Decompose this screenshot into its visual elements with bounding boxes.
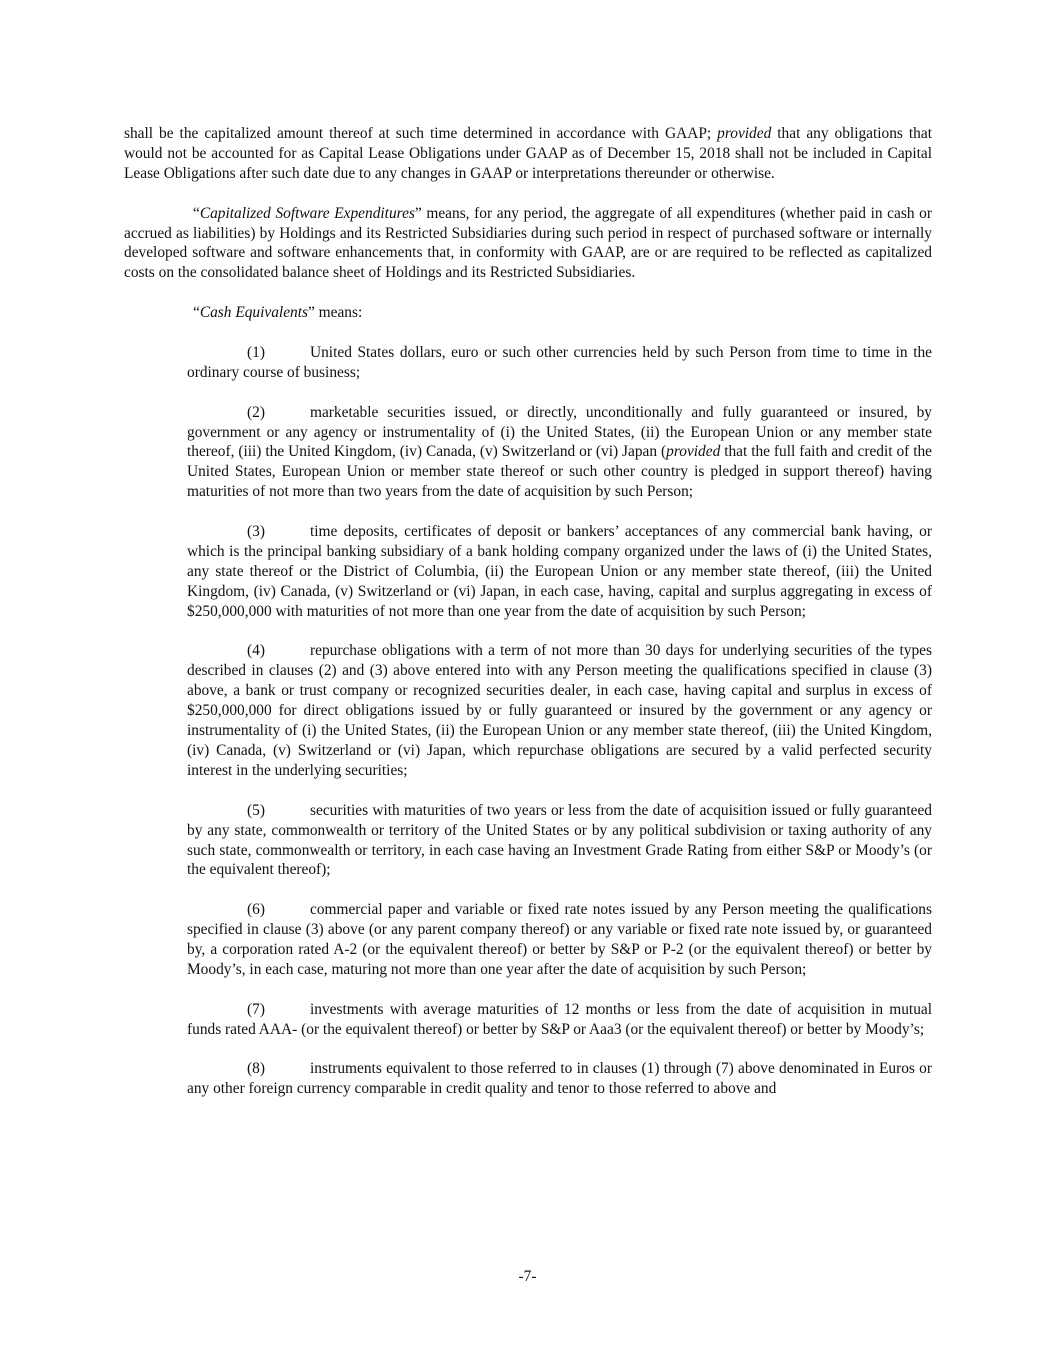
document-page (124, 124, 932, 1119)
clause-number: (1) (247, 343, 265, 361)
clause-number: (4) (247, 642, 265, 660)
clause-3: (3) time deposits, certificates of deposit or bankers’ acceptances of any commercial bank having, or which is the principal banking subsidiary of a bank holding company organized under the laws of (i) the United States, any state thereof or the District of Columbia, (ii) the European Union or any member state thereof, (iii) the United Kingdom, (iv) Canada, (v) Switzerland or (vi) Japan, in each case, having, capital and surplus aggregating in excess of $250,000,000 with maturities of not more than one year from the date of acquisition by such Person; (187, 523, 932, 620)
clause-number: (8) (247, 1060, 265, 1078)
clause-4: (4) repurchase obligations with a term of not more than 30 days for underlying securities of the types described in clauses (2) and (3) above entered into with any Person meeting the qualifications specified in clause (3) above, a bank or trust company or recognized securities dealer, in each case, having capital and surplus in excess of $250,000,000 for direct obligations issued by or fully guaranteed or insured by the government or any agency or instrumentality of (i) the United States, (ii) the European Union or any member state thereof, (iii) the United Kingdom, (iv) Canada, (v) Switzerland or (vi) Japan, which repurchase obligations are secured by a valid perfected security interest in the underlying securities; (187, 642, 932, 779)
clause-6: (6) commercial paper and variable or fixed rate notes issued by any Person meeting the qualifications specified in clause (3) above (or any parent company thereof) or any variable or fixed rate note issued by, or guaranteed by, a corporation rated A-2 (or the equivalent thereof) or better by S&P or P-2 (or the equivalent thereof) or better by Moody’s, in each case, maturing not more than one year after the date of acquisition by such Person; (187, 901, 932, 978)
clause-2: (2) marketable securities issued, or directly, unconditionally and fully guaranteed or insured, by government or any agency or instrumentality of (i) the United States, (ii) the European Union or any member state thereof, (iii) the United Kingdom, (iv) Canada, (v) Switzerland or (vi) Japan (provided that the full faith and credit of the United States, European Union or member state thereof or such other country is pledged in support thereof) having maturities of not more than two years from the date of acquisition by such Person; (187, 403, 932, 501)
intro-paragraph: shall be the capitalized amount thereof at such time determined in accordance with GAAP; provided that any obligations that would not be accounted for as Capital Lease Obligations under GAAP as of December 15, 2018 shall not be included in Capital Lease Obligations after such date due to any changes in GAAP or interpretations thereunder or otherwise. (124, 125, 932, 182)
defined-term: Capitalized Software Expenditures (199, 204, 415, 222)
definition-cash-equivalents: “Cash Equivalents” means: (193, 304, 363, 322)
clause-number: (6) (247, 901, 265, 919)
clause-number: (7) (247, 1000, 265, 1018)
clause-5: (5) securities with maturities of two years or less from the date of acquisition issued or fully guaranteed by any state, commonwealth or territory of the United States or by any political subdivision or taxing authority of any such state, commonwealth or territory, in each case having an Investment Grade Rating from either S&P or Moody’s (or the equivalent thereof); (187, 801, 932, 879)
clause-number: (2) (247, 403, 265, 421)
clause-7: (7) investments with average maturities of 12 months or less from the date of acquisition in mutual funds rated AAA- (or the equivalent thereof) or better by S&P or Aaa3 (or the equivalent thereof) or better by Moody’s; (187, 1000, 932, 1038)
clause-1: (1) United States dollars, euro or such other currencies held by such Person from time to time in the ordinary course of business; (187, 343, 932, 381)
defined-term: Cash Equivalents (199, 304, 308, 322)
clause-number: (5) (247, 801, 265, 819)
clause-8: (8) instruments equivalent to those referred to in clauses (1) through (7) above denominated in Euros or any other foreign currency comparable in credit quality and tenor to those referred to above and (187, 1060, 932, 1098)
definition-capitalized-software-expenditures: “Capitalized Software Expenditures” means, for any period, the aggregate of all expenditures (whether paid in cash or accrued as liabilities) by Holdings and its Restricted Subsidiaries during such period in respect of purchased software or internally developed software and software enhancements that, in conformity with GAAP, are or are required to be reflected as capitalized costs on the consolidated balance sheet of Holdings and its Restricted Subsidiaries. (124, 204, 932, 282)
page-number: -7- (518, 1268, 537, 1285)
clause-number: (3) (247, 523, 265, 541)
